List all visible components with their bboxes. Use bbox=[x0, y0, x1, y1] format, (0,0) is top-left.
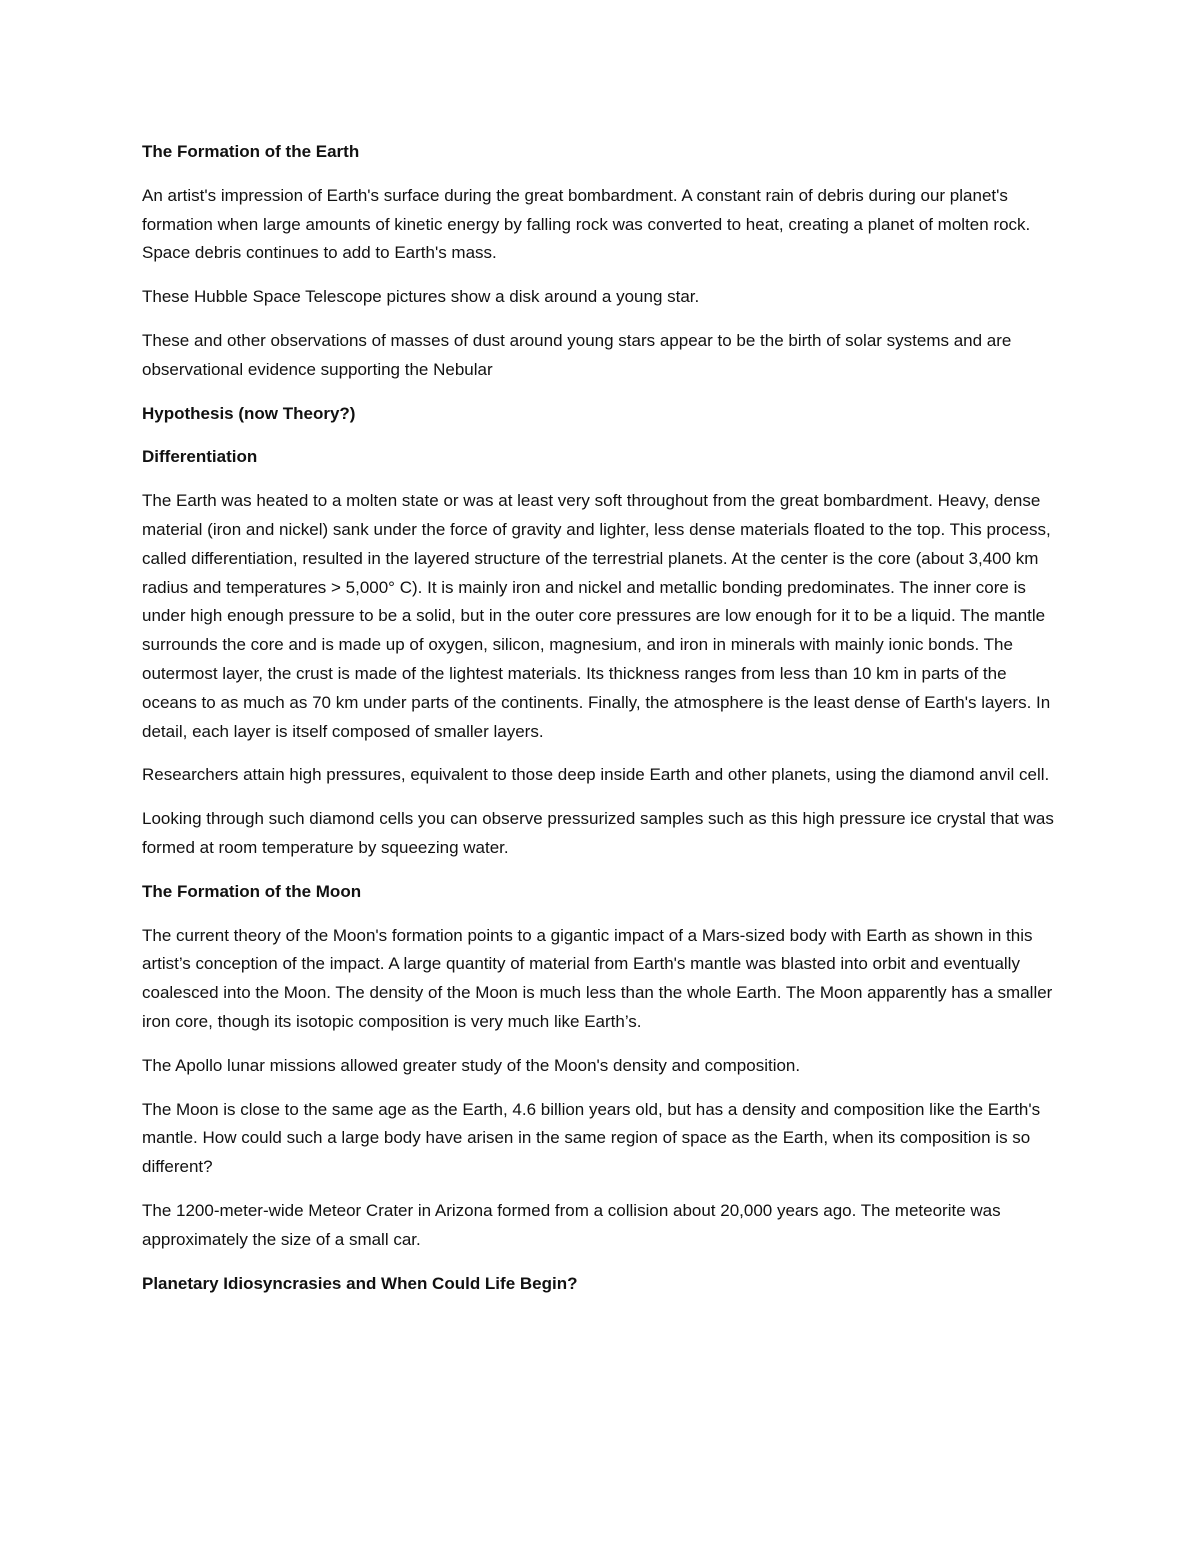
paragraph-giant-impact: The current theory of the Moon's formation points to a gigantic impact of a Mars-sized body with Earth as shown in this artist’s conception of the impact. A large quantity of material from Earth's mantle was blasted into orbit and eventually coalesced into the Moon. The density of the Moon is much less than the whole Earth. The Moon apparently has a smaller iron core, though its isotopic composition is very much like Earth’s. bbox=[142, 925, 1053, 1031]
heading-differentiation: Differentiation bbox=[142, 447, 258, 467]
paragraph-ice-crystal: Looking through such diamond cells you can observe pressurized samples such as this high pressure ice crystal that was formed at room temperature by squeezing water. bbox=[142, 809, 1054, 857]
paragraph-diamond-anvil: Researchers attain high pressures, equivalent to those deep inside Earth and other planets, using the diamond anvil cell. bbox=[142, 765, 1050, 785]
heading-planetary-idiosyncrasies: Planetary Idiosyncrasies and When Could Life Begin? bbox=[142, 1273, 578, 1293]
paragraph-moon-age: The Moon is close to the same age as the Earth, 4.6 billion years old, but has a density and composition like the Earth's mantle. How could such a large body have arisen in the same region of space as the Earth, when its composition is so different? bbox=[142, 1099, 1041, 1177]
heading-formation-of-moon: The Formation of the Moon bbox=[142, 881, 362, 901]
heading-formation-of-earth: The Formation of the Earth bbox=[142, 142, 360, 161]
paragraph-hubble-disk: These Hubble Space Telescope pictures show a disk around a young star. bbox=[142, 287, 700, 307]
paragraph-differentiation: The Earth was heated to a molten state or was at least very soft throughout from the great bombardment. Heavy, dense material (iron and nickel) sank under the force of gravity and lighter, less dense materials floated to the top. This process, called differentiation, resulted in the layered structure of the terrestrial planets. At the center is the core (about 3,400 km radius and temperatures > 5,000° C). It is mainly iron and nickel and metallic bonding predominates. The inner core is under high enough pressure to be a solid, but in the outer core pressures are low enough for it to be a liquid. The mantle surrounds the core and is made up of oxygen, silicon, magnesium, and iron in minerals with mainly ionic bonds. The outermost layer, the crust is made of the lightest materials. Its thickness ranges from less than 10 km in parts of the oceans to as much as 70 km under parts of the continents. Finally, the atmosphere is the least dense of Earth's layers. In detail, each layer is itself composed of smaller layers. bbox=[142, 491, 1051, 741]
heading-hypothesis: Hypothesis (now Theory?) bbox=[142, 403, 356, 423]
paragraph-great-bombardment: An artist's impression of Earth's surface during the great bombardment. A constant rain of debris during our planet's formation when large amounts of kinetic energy by falling rock was converted to heat, creating a planet of molten rock. Space debris continues to add to Earth's mass. bbox=[142, 185, 1031, 263]
document-page bbox=[142, 138, 1062, 1313]
paragraph-dust-observations: These and other observations of masses of dust around young stars appear to be the birth of solar systems and are observational evidence supporting the Nebular bbox=[142, 330, 1012, 379]
paragraph-meteor-crater: The 1200-meter-wide Meteor Crater in Arizona formed from a collision about 20,000 years ago. The meteorite was approximately the size of a small car. bbox=[142, 1200, 1001, 1249]
paragraph-apollo-missions: The Apollo lunar missions allowed greater study of the Moon's density and composition. bbox=[142, 1055, 801, 1075]
